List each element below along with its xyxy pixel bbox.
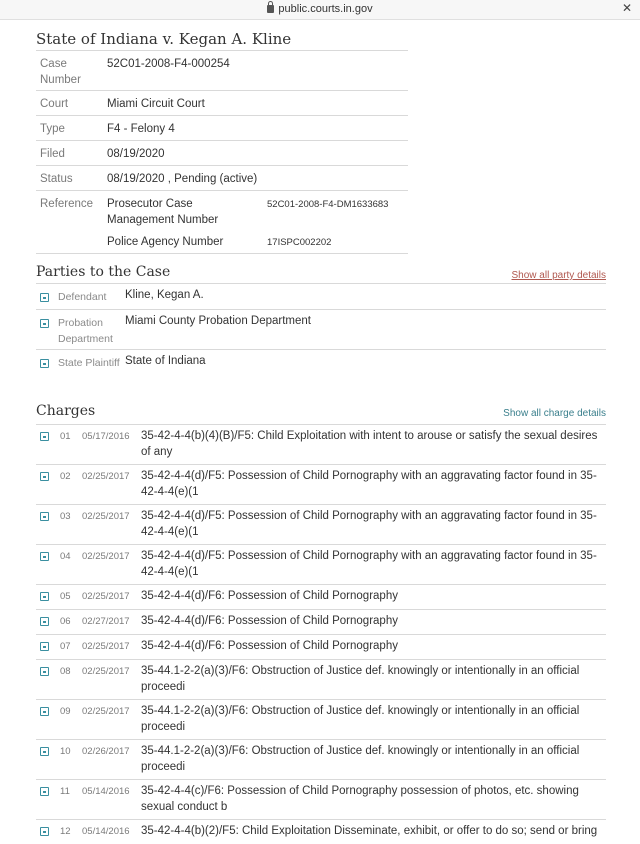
expand-icon[interactable]: [40, 293, 49, 302]
detail-label: Reference: [40, 198, 94, 210]
charge-description: 35-42-4-4(d)/F6: Possession of Child Pornography: [141, 615, 398, 627]
party-name: State of Indiana: [125, 355, 206, 367]
expand-icon[interactable]: [40, 552, 49, 561]
charge-date: 02/25/2017: [82, 641, 130, 652]
charge-row: [36, 424, 606, 464]
charge-date: 02/25/2017: [82, 471, 130, 482]
charge-row: [36, 504, 606, 544]
charge-date: 02/25/2017: [82, 511, 130, 522]
charge-row: [36, 819, 606, 843]
charge-row: [36, 464, 606, 504]
charge-description: 35-42-4-4(b)(4)(B)/F5: Child Exploitation with intent to arouse or satisfy the sexual desires of any: [141, 430, 598, 458]
detail-value: 52C01-2008-F4-000254: [107, 58, 230, 70]
lock-icon: [267, 5, 274, 13]
detail-label: Court: [40, 98, 69, 110]
expand-icon[interactable]: [40, 319, 49, 328]
charge-date: 02/25/2017: [82, 706, 130, 717]
charge-date: 05/17/2016: [82, 431, 130, 442]
party-row: [36, 309, 606, 349]
url-display[interactable]: [0, 3, 640, 15]
expand-icon[interactable]: [40, 747, 49, 756]
charge-number: 05: [60, 591, 71, 602]
party-role: State Plaintiff: [58, 357, 120, 369]
charge-number: 07: [60, 641, 71, 652]
party-row: [36, 349, 606, 389]
reference-value: 17ISPC002202: [267, 237, 332, 248]
close-icon[interactable]: ✕: [621, 1, 632, 15]
charge-number: 09: [60, 706, 71, 717]
expand-icon[interactable]: [40, 359, 49, 368]
charge-description: 35-42-4-4(d)/F6: Possession of Child Pornography: [141, 590, 398, 602]
detail-value: Miami Circuit Court: [107, 98, 205, 110]
reference-value: 52C01-2008-F4-DM1633683: [267, 199, 389, 210]
charge-number: 01: [60, 431, 71, 442]
charge-description: 35-42-4-4(d)/F6: Possession of Child Pornography: [141, 640, 398, 652]
charge-date: 02/25/2017: [82, 591, 130, 602]
charge-number: 06: [60, 616, 71, 627]
detail-label: Status: [40, 173, 73, 185]
detail-row-type: [36, 115, 408, 140]
charge-row: [36, 739, 606, 779]
party-name: Miami County Probation Department: [125, 315, 311, 327]
charge-description: 35-42-4-4(c)/F6: Possession of Child Pornography possession of photos, etc. showing sexual conduct b: [141, 785, 579, 813]
charge-number: 03: [60, 511, 71, 522]
detail-row-filed: [36, 140, 408, 165]
charge-description: 35-42-4-4(d)/F5: Possession of Child Pornography with an aggravating factor found in 35-42-4-4(e)(1: [141, 550, 597, 578]
charge-date: 02/25/2017: [82, 551, 130, 562]
charges-list: [36, 424, 606, 843]
charge-date: 05/14/2016: [82, 826, 130, 837]
reference-name: Police Agency Number: [107, 236, 224, 248]
reference-name: Prosecutor Case Management Number: [107, 198, 219, 226]
party-row: [36, 283, 606, 309]
charge-description: 35-44.1-2-2(a)(3)/F6: Obstruction of Justice def. knowingly or intentionally in an official proceedi: [141, 705, 580, 733]
detail-row-reference: [36, 190, 408, 254]
charge-row: [36, 634, 606, 659]
show-all-charge-details-link[interactable]: Show all charge details: [503, 408, 606, 419]
detail-label: Type: [40, 123, 65, 135]
parties-list: [36, 283, 606, 389]
charge-description: 35-42-4-4(d)/F5: Possession of Child Pornography with an aggravating factor found in 35-42-4-4(e)(1: [141, 470, 597, 498]
expand-icon[interactable]: [40, 827, 49, 836]
charge-row: [36, 544, 606, 584]
detail-label: Case Number: [40, 58, 81, 86]
party-role: Probation Department: [58, 317, 113, 345]
charge-description: 35-42-4-4(d)/F5: Possession of Child Pornography with an aggravating factor found in 35-42-4-4(e)(1: [141, 510, 597, 538]
expand-icon[interactable]: [40, 667, 49, 676]
expand-icon[interactable]: [40, 592, 49, 601]
charge-description: 35-44.1-2-2(a)(3)/F6: Obstruction of Justice def. knowingly or intentionally in an official proceedi: [141, 745, 580, 773]
charge-row: [36, 779, 606, 819]
expand-icon[interactable]: [40, 707, 49, 716]
detail-row-case-number: [36, 50, 408, 90]
charge-row: [36, 699, 606, 739]
case-details-table: [36, 50, 408, 254]
charge-number: 08: [60, 666, 71, 677]
charge-description: 35-44.1-2-2(a)(3)/F6: Obstruction of Justice def. knowingly or intentionally in an official proceedi: [141, 665, 580, 693]
charge-date: 02/25/2017: [82, 666, 130, 677]
expand-icon[interactable]: [40, 512, 49, 521]
charge-date: 02/27/2017: [82, 616, 130, 627]
expand-icon[interactable]: [40, 432, 49, 441]
show-all-party-details-link[interactable]: Show all party details: [511, 270, 606, 281]
expand-icon[interactable]: [40, 617, 49, 626]
charge-number: 02: [60, 471, 71, 482]
charge-number: 10: [60, 746, 71, 757]
parties-section-title: Parties to the Case: [36, 264, 171, 280]
party-role: Defendant: [58, 291, 107, 303]
charge-row: [36, 584, 606, 609]
detail-value: 08/19/2020: [107, 148, 165, 160]
charge-date: 02/26/2017: [82, 746, 130, 757]
charge-date: 05/14/2016: [82, 786, 130, 797]
detail-row-status: [36, 165, 408, 190]
detail-value: 08/19/2020 , Pending (active): [107, 173, 258, 185]
expand-icon[interactable]: [40, 787, 49, 796]
charge-row: [36, 659, 606, 699]
browser-address-bar[interactable]: [0, 0, 640, 20]
detail-value: F4 - Felony 4: [107, 123, 175, 135]
expand-icon[interactable]: [40, 642, 49, 651]
charge-number: 11: [60, 786, 70, 797]
charge-description: 35-42-4-4(b)(2)/F5: Child Exploitation Disseminate, exhibit, or offer to do so; send or bring: [141, 825, 598, 837]
case-title: State of Indiana v. Kegan A. Kline: [36, 30, 292, 48]
charge-number: 04: [60, 551, 71, 562]
charges-section-title: Charges: [36, 403, 96, 419]
detail-label: Filed: [40, 148, 65, 160]
detail-row-court: [36, 90, 408, 115]
charge-row: [36, 609, 606, 634]
url-text: public.courts.in.gov: [278, 3, 373, 15]
expand-icon[interactable]: [40, 472, 49, 481]
party-name: Kline, Kegan A.: [125, 289, 204, 301]
charge-number: 12: [60, 826, 71, 837]
